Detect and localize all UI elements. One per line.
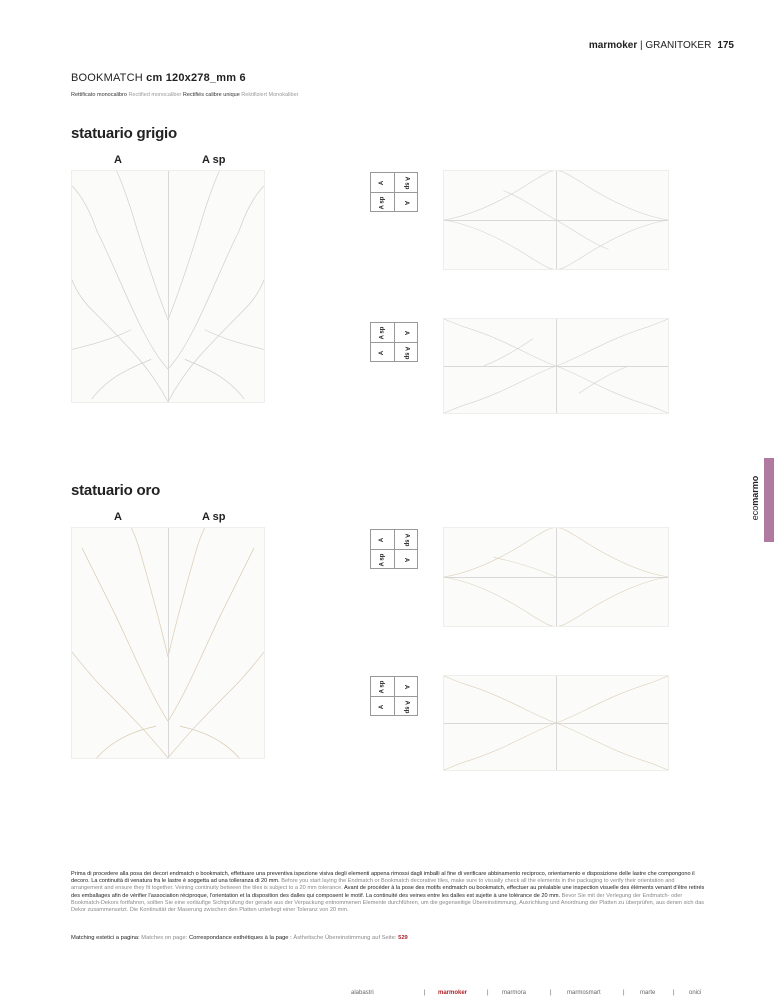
nav-item-marte[interactable]: marte [640, 990, 656, 996]
product-line: GRANITOKER [645, 40, 712, 51]
grid-cell: A [379, 704, 386, 709]
subtitle [71, 92, 298, 98]
layout-grid-2-grigio [370, 322, 418, 362]
nav-item-marmosmart[interactable]: marmosmart [567, 990, 601, 996]
subtitle-fr: Rectifiés calibre unique [182, 92, 240, 98]
label-asp-grigio: A sp [202, 154, 226, 166]
bookmatch-slab-pair-grigio [71, 170, 265, 403]
tile-joint [556, 676, 557, 770]
subtitle-de: Rektifiziert Monokaliber [239, 92, 299, 98]
label-a-oro: A [114, 511, 122, 523]
tile-layout-1-grigio [443, 170, 669, 270]
page-header [589, 40, 734, 51]
grid-cell: A [379, 180, 386, 185]
nav-separator: | [550, 990, 552, 996]
matching-reference: Matching estetici a pagina: Matches on page: Correspondance esthétiques à la page : Ästhetische Übereinstimmung auf Seite: 529 [71, 935, 408, 941]
nav-separator: | [487, 990, 489, 996]
subtitle-it: Rettificato monocalibro [71, 92, 127, 98]
tile-layout-2-oro [443, 675, 669, 771]
subtitle-en: Rectified monocaliber [126, 92, 183, 98]
note-fr: Avant de procéder à la pose des motifs endmatch ou bookmatch, effectuer au préalable une inspection visuelle des éléments venant d'être retirés des emballages afin de vérifier l'association réciproque, l'orientation et la disposition des dalles qui composent le motif. La continuité des veines entre les dalles est sujette à une tolérance de 20 mm. [71, 885, 705, 899]
slab-joint-oro [168, 528, 169, 758]
grid-cell: A [403, 557, 410, 562]
matching-page: 529 [398, 935, 408, 941]
grid-cell: A sp [403, 533, 410, 546]
header-separator: | [637, 40, 646, 51]
grid-divider [371, 192, 417, 193]
grid-cell: A sp [403, 346, 410, 359]
layout-grid-1-grigio [370, 172, 418, 212]
grid-cell: A sp [379, 326, 386, 339]
page-title [71, 72, 246, 84]
layout-grid-2-oro [370, 676, 418, 716]
tile-joint [556, 171, 557, 269]
section-title-oro: statuario oro [71, 482, 161, 499]
grid-cell: A sp [379, 680, 386, 693]
nav-item-onici[interactable]: onici [689, 990, 702, 996]
note-de: Bevor Sie mit der Verlegung der Endmatch- oder Bookmatch-Dekors fortfahren, sollten Sie eine vorläufige Sichtprüfung der gerade aus der Verpackung entnommenen Elemente durchführen, um die gegenseitige Übereinstimmung, Ausrichtung und Anordnung der Platten zu überprüfen, aus denen sich das Dekor zusammensetzt. Die Kontinuität der Maserung zwischen den Platten unterliegt einer Toleranz von 20 mm. [71, 892, 705, 914]
tile-layout-1-oro [443, 527, 669, 627]
nav-separator: | [673, 990, 675, 996]
collection-nav [340, 990, 740, 1000]
label-a-grigio: A [114, 154, 122, 166]
grid-divider [371, 342, 417, 343]
side-tab [764, 458, 774, 542]
tile-joint [556, 319, 557, 413]
note-en: Before you start laying the Endmatch or Bookmatch decorative tiles, make sure to visually check all the elements in the packaging to verify their orientation and arrangement and ensure they fit together. Veining continuity between the tiles is subject to a 20 mm tolerance. [71, 878, 675, 892]
grid-cell: A [379, 537, 386, 542]
tile-layout-2-grigio [443, 318, 669, 414]
grid-divider [371, 696, 417, 697]
nav-separator: | [424, 990, 426, 996]
nav-item-alabastri[interactable]: alabastri [351, 990, 374, 996]
grid-cell: A [403, 200, 410, 205]
grid-cell: A sp [379, 196, 386, 209]
grid-cell: A sp [403, 700, 410, 713]
title-size: cm 120x278_mm 6 [146, 72, 246, 84]
grid-cell: A sp [379, 553, 386, 566]
brand-name: marmoker [588, 40, 638, 51]
nav-item-marmoker[interactable]: marmoker [438, 990, 468, 996]
grid-divider [371, 549, 417, 550]
section-title-grigio: statuario grigio [71, 125, 177, 142]
grid-cell: A [403, 684, 410, 689]
bookmatch-slab-pair-oro [71, 527, 265, 759]
label-asp-oro: A sp [202, 511, 226, 523]
side-tab-label: ecomarmo [750, 475, 760, 521]
note-it: Prima di procedere alla posa dei decori endmatch o bookmatch, effettuare una preventiva ispezione visiva degli elementi appena rimossi dagli imballi al fine di verificare abbinamento reciproco, orientamento e disposizione delle lastre che compongono il decoro. La continuità di venatura fra le lastre è soggetta ad una tolleranza di 20 mm. [71, 871, 695, 885]
grid-cell: A [379, 350, 386, 355]
nav-item-marmora[interactable]: marmora [502, 990, 527, 996]
tile-joint [556, 528, 557, 626]
page-number: 175 [717, 40, 734, 51]
nav-separator: | [623, 990, 625, 996]
slab-joint-grigio [168, 171, 169, 402]
layout-grid-1-oro [370, 529, 418, 569]
grid-cell: A [403, 330, 410, 335]
title-prefix: BOOKMATCH [71, 72, 147, 84]
grid-cell: A sp [403, 176, 410, 189]
laying-instructions [71, 871, 707, 914]
